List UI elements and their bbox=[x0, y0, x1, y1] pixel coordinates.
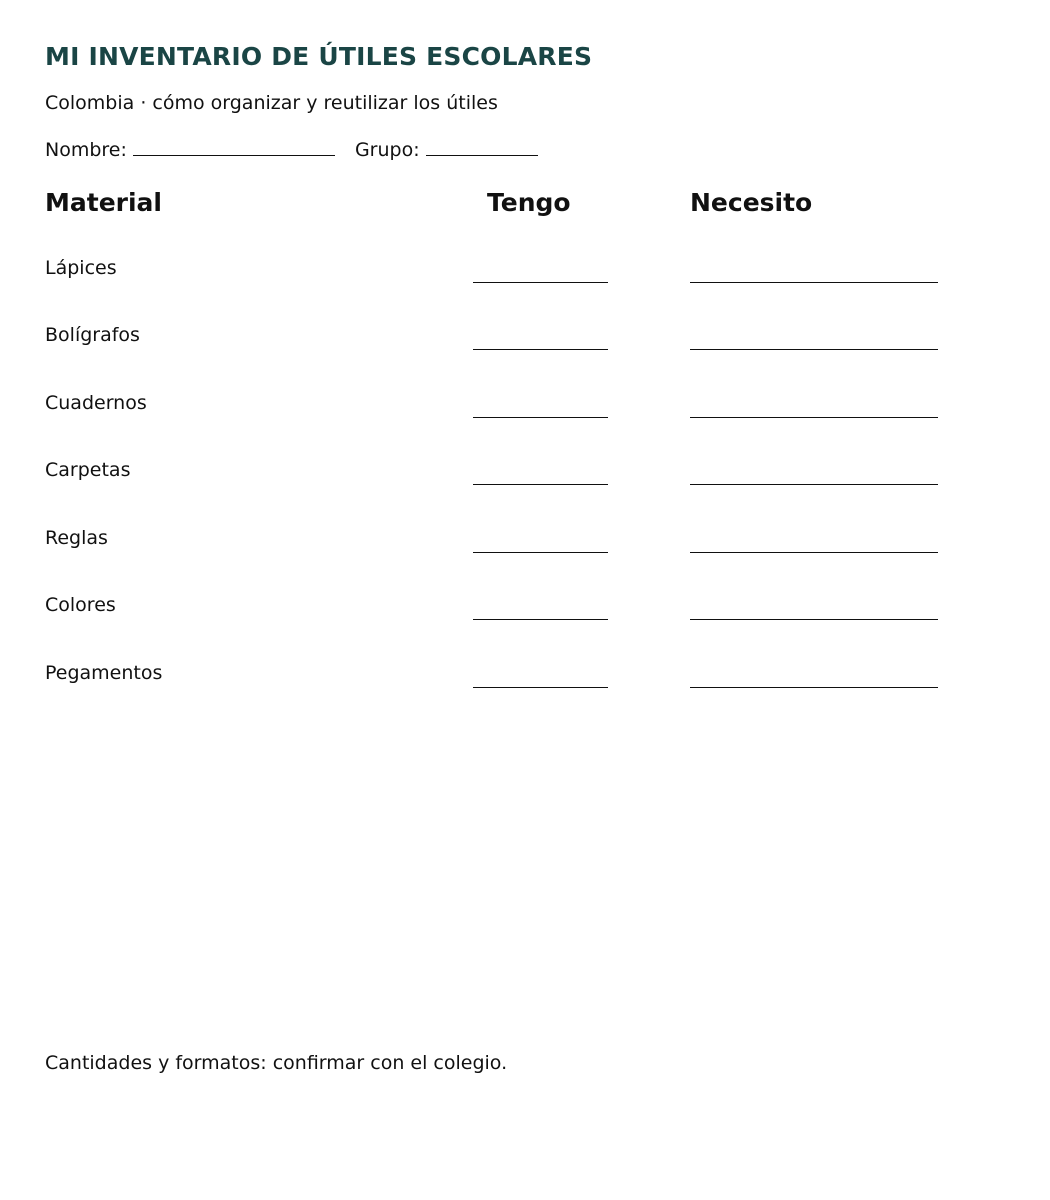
table-row bbox=[0, 525, 1050, 585]
table-row bbox=[0, 660, 1050, 720]
material-label: Bolígrafos bbox=[45, 324, 140, 346]
tengo-blank-field[interactable] bbox=[473, 282, 608, 283]
table-row bbox=[0, 322, 1050, 382]
table-row bbox=[0, 255, 1050, 315]
column-header-necesito: Necesito bbox=[690, 188, 813, 217]
group-blank-field[interactable] bbox=[426, 135, 538, 156]
tengo-blank-field[interactable] bbox=[473, 417, 608, 418]
name-blank-field[interactable] bbox=[133, 135, 335, 156]
table-row bbox=[0, 592, 1050, 652]
page-subtitle: Colombia · cómo organizar y reutilizar los útiles bbox=[45, 92, 498, 114]
material-label: Pegamentos bbox=[45, 662, 163, 684]
material-label: Colores bbox=[45, 594, 116, 616]
necesito-blank-field[interactable] bbox=[690, 687, 938, 688]
tengo-blank-field[interactable] bbox=[473, 619, 608, 620]
group-label: Grupo: bbox=[354, 139, 420, 161]
necesito-blank-field[interactable] bbox=[690, 417, 938, 418]
material-label: Lápices bbox=[45, 257, 117, 279]
table-row bbox=[0, 457, 1050, 517]
table-row bbox=[0, 390, 1050, 450]
necesito-blank-field[interactable] bbox=[690, 552, 938, 553]
tengo-blank-field[interactable] bbox=[473, 552, 608, 553]
necesito-blank-field[interactable] bbox=[690, 349, 938, 350]
tengo-blank-field[interactable] bbox=[473, 349, 608, 350]
necesito-blank-field[interactable] bbox=[690, 619, 938, 620]
name-label: Nombre: bbox=[45, 139, 127, 161]
necesito-blank-field[interactable] bbox=[690, 484, 938, 485]
column-header-material: Material bbox=[45, 188, 162, 217]
material-label: Carpetas bbox=[45, 459, 131, 481]
page-title: MI INVENTARIO DE ÚTILES ESCOLARES bbox=[45, 42, 593, 71]
column-header-tengo: Tengo bbox=[487, 188, 571, 217]
material-label: Reglas bbox=[45, 527, 108, 549]
material-label: Cuadernos bbox=[45, 392, 147, 414]
tengo-blank-field[interactable] bbox=[473, 687, 608, 688]
tengo-blank-field[interactable] bbox=[473, 484, 608, 485]
student-info-line bbox=[45, 135, 538, 163]
necesito-blank-field[interactable] bbox=[690, 282, 938, 283]
footnote: Cantidades y formatos: confirmar con el colegio. bbox=[45, 1052, 508, 1074]
